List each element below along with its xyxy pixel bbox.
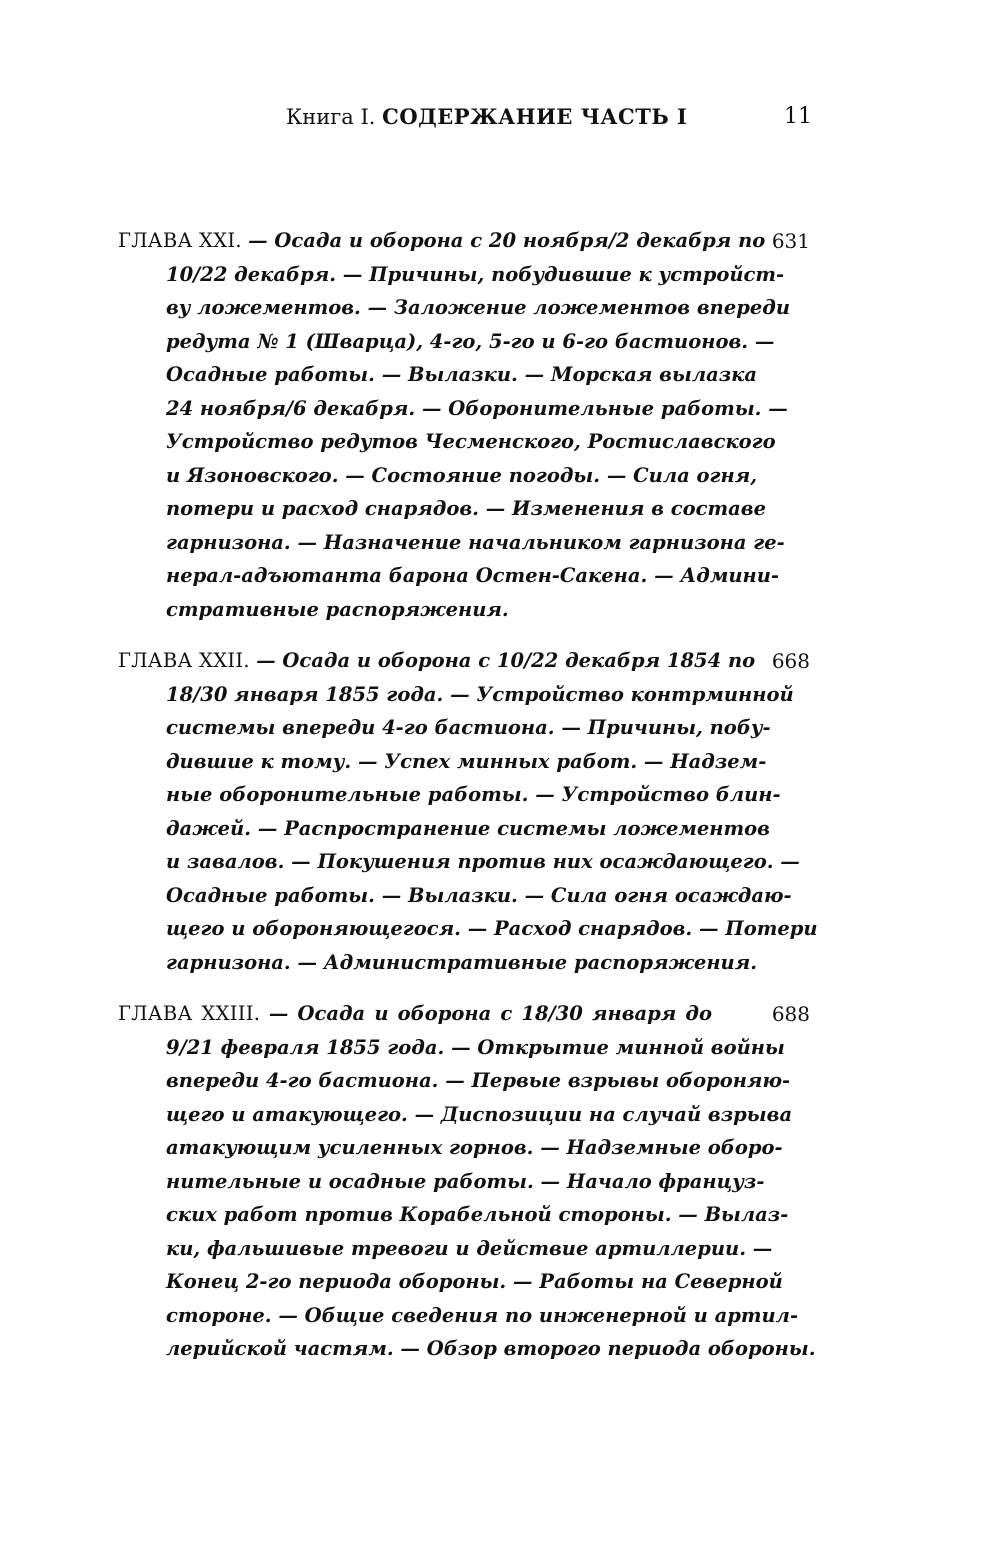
toc-entry-page: 668	[771, 649, 810, 673]
chapter-label: ГЛАВА XXII.	[118, 649, 250, 672]
page-number: 11	[784, 104, 812, 129]
chapter-description-line: дившие к тому. — Успех минных работ. — Надзем-	[166, 749, 767, 773]
table-of-contents	[118, 224, 818, 1384]
chapter-description-line: Осадные работы. — Вылазки. — Сила огня осаждаю-	[166, 883, 792, 907]
section-title: СОДЕРЖАНИЕ ЧАСТЬ I	[382, 104, 688, 129]
chapter-description-line: атакующим усиленных горнов. — Надземные оборо-	[166, 1136, 783, 1159]
toc-entry-chapter-21	[118, 224, 818, 626]
chapter-description-line: лерийской частям. — Обзор второго периода обороны.	[166, 1337, 816, 1360]
chapter-description-line: — Осада и оборона с 20 ноября/2 декабря по	[248, 229, 766, 252]
chapter-description-line: редута № 1 (Шварца), 4-го, 5-го и 6-го бастионов. —	[166, 329, 775, 353]
chapter-description-line: — Осада и оборона с 18/30 января до	[268, 1002, 712, 1025]
chapter-description-line: 10/22 декабря. — Причины, побудившие к устройст-	[166, 262, 785, 286]
toc-entry-page: 631	[771, 229, 810, 253]
toc-entry-chapter-22	[118, 644, 818, 979]
chapter-description-line: Конец 2-го периода обороны. — Работы на Северной	[166, 1270, 783, 1293]
chapter-description-line: Осадные работы. — Вылазки. — Морская вылазка	[166, 363, 757, 386]
chapter-label: ГЛАВА XXIII.	[118, 1002, 261, 1025]
toc-entry-chapter-23	[118, 997, 818, 1366]
toc-entry-page: 688	[771, 1002, 810, 1026]
chapter-description-line: впереди 4-го бастиона. — Первые взрывы обороняю-	[166, 1069, 791, 1092]
chapter-description-line: и завалов. — Покушения против них осаждающего. —	[166, 850, 800, 873]
book-label: Книга I.	[286, 105, 376, 129]
chapter-description-line: системы впереди 4-го бастиона. — Причины, побу-	[166, 716, 771, 739]
chapter-description-line: гарнизона. — Назначение начальником гарнизона ге-	[166, 530, 785, 554]
chapter-description-line: нительные и осадные работы. — Начало француз-	[166, 1169, 765, 1193]
chapter-description-line: и Язоновского. — Состояние погоды. — Сила огня,	[166, 463, 758, 487]
chapter-description-line: стороне. — Общие сведения по инженерной и артил-	[166, 1303, 799, 1327]
chapter-description-line: 18/30 января 1855 года. — Устройство контрминной	[166, 682, 794, 706]
toc-entry-first-line	[118, 644, 756, 678]
chapter-description-line: 24 ноября/6 декабря. — Оборонительные работы. —	[166, 396, 788, 420]
chapter-description-line: щего и атакующего. — Диспозиции на случай взрыва	[166, 1102, 793, 1126]
chapter-description-line: 9/21 февраля 1855 года. — Открытие минной войны	[166, 1035, 785, 1059]
chapter-description-line: щего и обороняющегося. — Расход снарядов. — Потери	[166, 917, 818, 940]
chapter-description-line: ских работ против Корабельной стороны. — Вылаз-	[166, 1203, 789, 1226]
chapter-description-line: ные оборонительные работы. — Устройство блин-	[166, 783, 781, 806]
chapter-description-line: Устройство редутов Чесменского, Ростиславского	[166, 430, 776, 453]
chapter-description-line: гарнизона. — Административные распоряжения.	[166, 950, 758, 974]
chapter-description-line: ки, фальшивые тревоги и действие артиллерии. —	[166, 1236, 773, 1260]
chapter-description-line: стративные распоряжения.	[166, 597, 509, 621]
chapter-description-line: — Осада и оборона с 10/22 декабря 1854 по	[256, 649, 756, 672]
toc-entry-first-line	[118, 224, 766, 258]
chapter-description-line: ву ложементов. — Заложение ложементов впереди	[166, 296, 791, 319]
chapter-description-line: потери и расход снарядов. — Изменения в составе	[166, 497, 766, 520]
chapter-description-line: нерал-адъютанта барона Остен-Сакена. — Админи-	[166, 564, 780, 587]
running-header	[0, 102, 1000, 138]
running-header-title	[286, 102, 687, 132]
chapter-label: ГЛАВА XXI.	[118, 229, 242, 252]
chapter-description-line: дажей. — Распространение системы ложементов	[166, 816, 770, 840]
toc-entry-first-line	[118, 997, 712, 1031]
